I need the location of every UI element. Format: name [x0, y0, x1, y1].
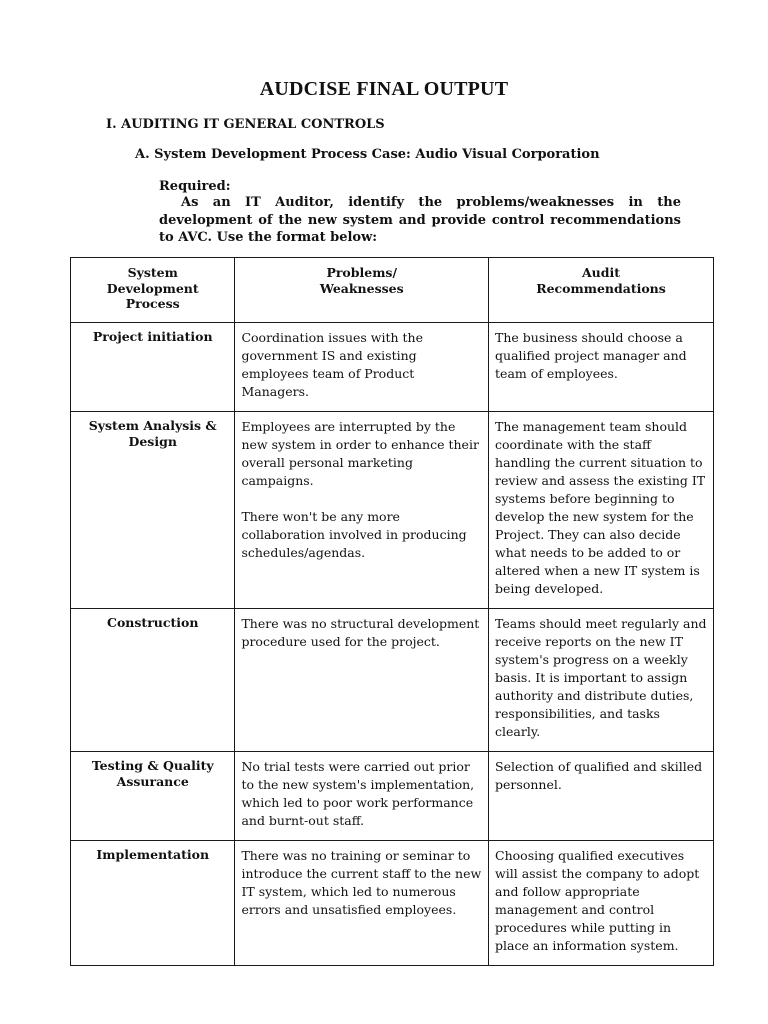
- recommendation-cell: [489, 322, 714, 411]
- recommendation-text: Teams should meet regularly and receive reports on the new IT system's progress on a weekly basis. It is important to assign authority and distribute duties, responsibilities, and tasks clearly.: [495, 615, 707, 739]
- recommendation-cell: [489, 608, 714, 751]
- problem-text: There was no structural development procedure used for the project.: [241, 615, 480, 649]
- problems-cell: [235, 608, 489, 751]
- recommendation-text: Selection of qualified and skilled personnel.: [495, 758, 703, 792]
- problems-cell: [235, 840, 489, 965]
- table-row: [71, 840, 714, 965]
- problem-text: There was no training or seminar to introduce the current staff to the new IT system, which led to numerous errors and unsatisfied employees.: [241, 847, 482, 917]
- problems-cell: [235, 322, 489, 411]
- case-heading: A. System Development Process Case: Audio Visual Corporation: [135, 147, 600, 162]
- process-cell: Testing & Quality Assurance: [71, 751, 235, 840]
- recommendation-text: Choosing qualified executives will assist the company to adopt and follow appropriate management and control procedures while putting in place an information system.: [495, 847, 700, 953]
- process-cell: Construction: [71, 608, 235, 751]
- recommendation-cell: [489, 751, 714, 840]
- problems-cell: [235, 411, 489, 608]
- table-row: [71, 608, 714, 751]
- table-row: [71, 411, 714, 608]
- problem-text-secondary: There won't be any more collaboration involved in producing schedules/agendas.: [241, 508, 467, 560]
- recommendation-cell: [489, 411, 714, 608]
- problem-text: Employees are interrupted by the new system in order to enhance their overall personal marketing campaigns.: [241, 418, 479, 488]
- section-heading: I. AUDITING IT GENERAL CONTROLS: [106, 117, 385, 132]
- process-cell: System Analysis & Design: [71, 411, 235, 608]
- problems-cell: [235, 751, 489, 840]
- audit-table: [70, 257, 714, 966]
- recommendation-cell: [489, 840, 714, 965]
- recommendation-text: The management team should coordinate with the staff handling the current situation to review and assess the existing IT systems before beginning to develop the new system for the Project. They can also decide what needs to be added to or altered when a new IT system is being developed.: [495, 418, 706, 596]
- header-recommendations: Audit Recommendations: [489, 258, 714, 323]
- required-instructions: As an IT Auditor, identify the problems/weaknesses in the development of the new system and provide control recommendations to AVC. Use the format below:: [159, 195, 681, 245]
- problem-text: Coordination issues with the government IS and existing employees team of Product Managers.: [241, 329, 423, 399]
- header-process: System Development Process: [71, 258, 235, 323]
- table-row: [71, 322, 714, 411]
- process-cell: Implementation: [71, 840, 235, 965]
- table-row: [71, 751, 714, 840]
- process-cell: Project initiation: [71, 322, 235, 411]
- document-title: AUDCISE FINAL OUTPUT: [259, 78, 509, 100]
- problem-text: No trial tests were carried out prior to the new system's implementation, which led to poor work performance and burnt-out staff.: [241, 758, 475, 828]
- recommendation-text: The business should choose a qualified project manager and team of employees.: [495, 329, 687, 381]
- required-label: Required:: [159, 179, 231, 194]
- table-header-row: [71, 258, 714, 323]
- header-problems: Problems/ Weaknesses: [235, 258, 489, 323]
